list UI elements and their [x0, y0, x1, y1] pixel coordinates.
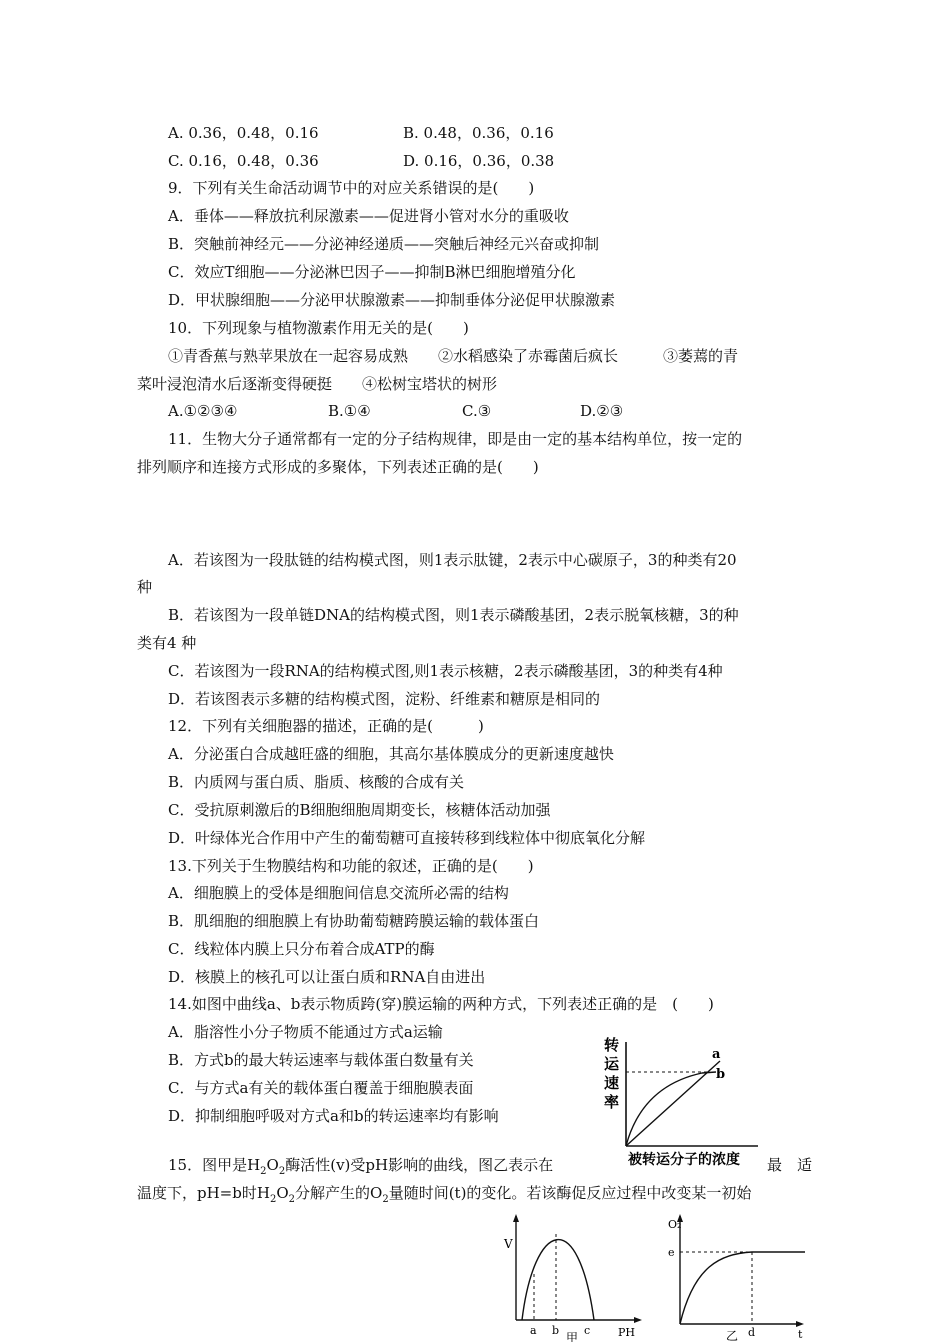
jia-y-arrow — [513, 1214, 519, 1222]
q10-option-d: D.②③ — [580, 402, 624, 420]
q11-option-a-line1: A．若该图为一段肽链的结构模式图，则1表示肽键，2表示中心碳原子，3的种类有20 — [168, 551, 737, 569]
q12-option-b: B．内质网与蛋白质、脂质、核酸的合成有关 — [168, 773, 465, 791]
q13-option-b: B．肌细胞的细胞膜上有协助葡萄糖跨膜运输的载体蛋白 — [168, 912, 540, 930]
q9-option-c: C．效应T细胞——分泌淋巴因子——抑制B淋巴细胞增殖分化 — [168, 263, 576, 281]
q9-option-a: A．垂体——释放抗利尿激素——促进肾小管对水分的重吸收 — [168, 207, 569, 225]
q9-stem: 9．下列有关生命活动调节中的对应关系错误的是( ) — [168, 179, 535, 197]
q11-option-a-line2: 种 — [137, 578, 153, 596]
q13-stem: 13.下列关于生物膜结构和功能的叙述，正确的是( ) — [168, 857, 534, 875]
q14-ylabel-1: 转 — [604, 1036, 620, 1054]
q9-option-b: B．突触前神经元——分泌神经递质——突触后神经元兴奋或抑制 — [168, 235, 600, 253]
q8-option-a: A. 0.36，0.48，0.16 — [168, 124, 319, 142]
q14-label-b: b — [716, 1067, 726, 1082]
yi-ytick-e: e — [668, 1246, 675, 1259]
q13-option-a: A．细胞膜上的受体是细胞间信息交流所必需的结构 — [168, 884, 509, 902]
yi-xtick-d: d — [748, 1326, 756, 1339]
yi-caption: 乙 — [726, 1329, 739, 1342]
q15-line2: 温度下，pH=b时$H_2O_2$分解产生的$O_2$量随时间(t)的变化。若该酶促反应过程中改变某一初始 — [137, 1184, 752, 1205]
q15-graph-yi — [660, 1212, 810, 1342]
q8-option-d: D. 0.16，0.36，0.38 — [403, 152, 555, 170]
q13-option-c: C．线粒体内膜上只分布着合成ATP的酶 — [168, 940, 435, 958]
q14-option-b: B．方式b的最大转运速率与载体蛋白数量有关 — [168, 1051, 474, 1069]
q14-curve-a — [626, 1061, 720, 1146]
q14-transport-graph — [598, 1036, 768, 1171]
q10-option-a: A.①②③④ — [168, 402, 238, 420]
q14-label-a: a — [712, 1047, 721, 1062]
q14-xlabel: 被转运分子的浓度 — [628, 1152, 740, 1168]
q10-option-b: B.①④ — [328, 402, 371, 420]
q8-option-b: B. 0.48，0.36，0.16 — [403, 124, 554, 142]
jia-tick-c: c — [584, 1324, 591, 1337]
jia-x-arrow — [634, 1317, 642, 1323]
q11-option-b-line2: 类有4 种 — [137, 634, 197, 652]
q15-graph-jia — [498, 1212, 646, 1342]
q9-option-d: D．甲状腺细胞——分泌甲状腺激素——抑制垂体分泌促甲状腺激素 — [168, 291, 616, 309]
jia-tick-b: b — [552, 1324, 560, 1337]
yi-xlabel: t — [798, 1328, 803, 1341]
q14-ylabel-2: 运 — [604, 1055, 620, 1073]
q12-option-d: D．叶绿体光合作用中产生的葡萄糖可直接转移到线粒体中彻底氧化分解 — [168, 829, 646, 847]
q14-ylabel-4: 率 — [604, 1093, 620, 1111]
yi-curve — [680, 1252, 805, 1324]
jia-ylabel: V — [504, 1237, 513, 1251]
q15-line1-tail: 最 适 — [767, 1156, 813, 1174]
q11-option-d: D．若该图表示多糖的结构模式图，淀粉、纤维素和糖原是相同的 — [168, 690, 601, 708]
yi-x-arrow — [796, 1321, 804, 1327]
q14-stem: 14.如图中曲线a、b表示物质跨(穿)膜运输的两种方式，下列表述正确的是 ( ) — [168, 995, 714, 1013]
jia-caption: 甲 — [566, 1331, 579, 1342]
q10-line2: 菜叶浸泡清水后逐渐变得硬挺 ④松树宝塔状的树形 — [137, 375, 498, 393]
q14-option-d: D．抑制细胞呼吸对方式a和b的转运速率均有影响 — [168, 1107, 499, 1125]
q14-ylabel-3: 速 — [604, 1074, 620, 1092]
q13-option-d: D．核膜上的核孔可以让蛋白质和RNA自由进出 — [168, 968, 486, 986]
q10-option-c: C.③ — [462, 402, 492, 420]
q10-line1: ①青香蕉与熟苹果放在一起容易成熟 ②水稻感染了赤霉菌后疯长 ③萎蔫的青 — [168, 347, 739, 365]
q14-option-a: A．脂溶性小分子物质不能通过方式a运输 — [168, 1023, 443, 1041]
q14-option-c: C．与方式a有关的载体蛋白覆盖于细胞膜表面 — [168, 1079, 474, 1097]
q15-line1: 15．图甲是$H_2O_2$酶活性(v)受pH影响的曲线，图乙表示在 — [168, 1156, 554, 1177]
q8-option-c: C. 0.16，0.48，0.36 — [168, 152, 319, 170]
yi-ylabel: O₂ — [668, 1218, 682, 1231]
q11-option-b-line1: B．若该图为一段单链DNA的结构模式图，则1表示磷酸基团，2表示脱氧核糖，3的种 — [168, 606, 739, 624]
q11-line2: 排列顺序和连接方式形成的多聚体，下列表述正确的是( ) — [137, 458, 539, 476]
q10-stem: 10．下列现象与植物激素作用无关的是( ) — [168, 319, 469, 337]
jia-tick-a: a — [530, 1324, 537, 1337]
q11-option-c: C．若该图为一段RNA的结构模式图,则1表示核糖，2表示磷酸基团，3的种类有4种 — [168, 662, 723, 680]
q12-option-c: C．受抗原刺激后的B细胞细胞周期变长，核糖体活动加强 — [168, 801, 551, 819]
q14-curve-b — [626, 1072, 716, 1146]
jia-curve — [522, 1240, 594, 1320]
q12-stem: 12．下列有关细胞器的描述，正确的是( ) — [168, 717, 484, 735]
q11-line1: 11．生物大分子通常都有一定的分子结构规律，即是由一定的基本结构单位，按一定的 — [168, 430, 743, 448]
jia-xlabel: PH — [618, 1326, 635, 1339]
q12-option-a: A．分泌蛋白合成越旺盛的细胞，其高尔基体膜成分的更新速度越快 — [168, 745, 614, 763]
